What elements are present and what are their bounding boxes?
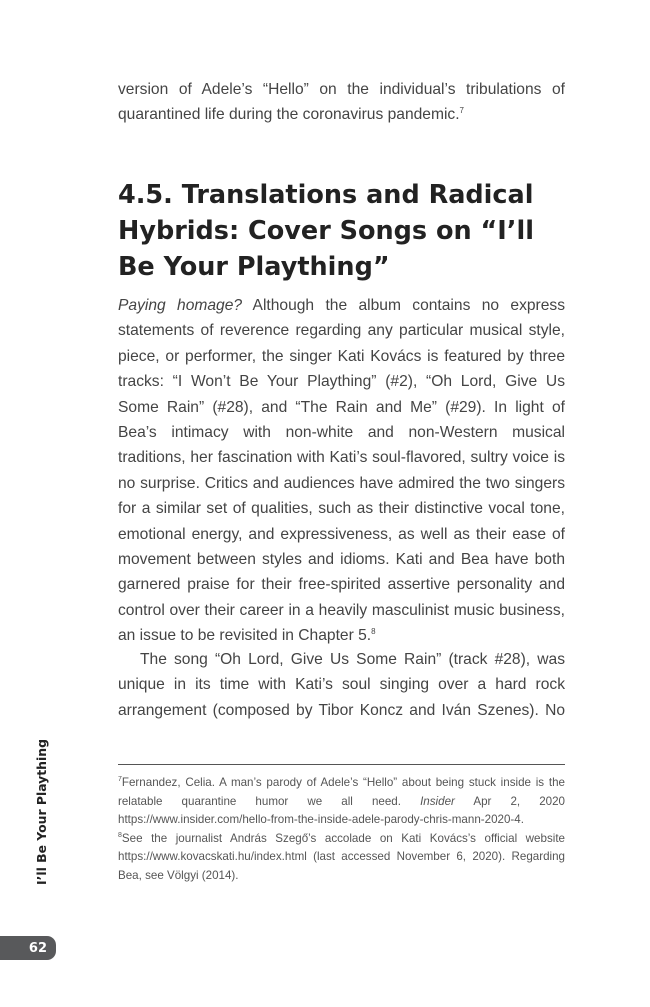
intro-paragraph [118,77,565,128]
footnotes [118,774,565,885]
paragraph-2-text: The song “Oh Lord, Give Us Some Rain” (track #28), was unique in its time with Kati’s soul singing over a hard rock arrangement (composed by Tibor Koncz and Iván Szenes). No [118,651,565,719]
footnote-divider [118,764,565,765]
section-heading [118,177,578,285]
paragraph-1-text: Although the album contains no express statements of reverence regarding any particular musical style, piece, or performer, the singer Kati Kovács is featured by three tracks: “I Won’t Be Your Plaything” (#2), “Oh Lord, Give Us Some Rain” (#28), and “The Rain and Me” (#29). In light of Bea’s intimacy with non-white and non-Western musical traditions, her fascination with Kati’s soul-flavored, sultry voice is no surprise. Critics and audiences have admired the two singers for a similar set of qualities, such as their distinctive vocal tone, emotional energy, and expressiveness, as well as their ease of movement between styles and idioms. Kati and Bea have both garnered praise for their free-spirited assertive personality and control over their career in a heavily masculinist music business, an issue to be revisited in Chapter 5. [118,297,565,645]
footnote-8 [118,830,565,886]
footnote-marker: 7 [118,776,122,783]
paragraph-lead: Paying homage? [118,297,243,314]
footnote-ref-7[interactable]: 7 [459,106,464,116]
page-number-value: 62 [28,940,47,956]
section-number: 4.5. [118,180,173,210]
section-title: Translations and Radical Hybrids: Cover Songs on “I’ll Be Your Plaything” [118,180,534,282]
footnote-link-text[interactable]: Apr 2, 2020 https://www.insider.com/hello-from-the-inside-adele-parody-chris-mann-2020-4. [118,794,566,826]
footnote-marker: 8 [118,831,122,839]
page-number [0,936,56,960]
footnote-source-title: Insider [420,794,455,808]
body-paragraph-1 [118,293,565,649]
footnote-ref-8[interactable]: 8 [371,627,376,637]
body-paragraph-2 [118,647,565,723]
running-title: I’ll Be Your Plaything [34,739,49,885]
footnote-7 [118,774,565,830]
footnote-text: Fernandez, Celia. A man’s parody of Adele’s “Hello” about being stuck inside is the relatable quarantine humor we all need. [118,776,565,808]
footnote-text[interactable]: See the journalist András Szegő’s accolade on Kati Kovács’s official website https://www.kovacskati.hu/index.html (last accessed November 6, 2020). Regarding Bea, see Völgyi (2014). [118,831,565,882]
intro-text: version of Adele’s “Hello” on the individual’s tribulations of quarantined life during the coronavirus pandemic. [118,81,565,124]
